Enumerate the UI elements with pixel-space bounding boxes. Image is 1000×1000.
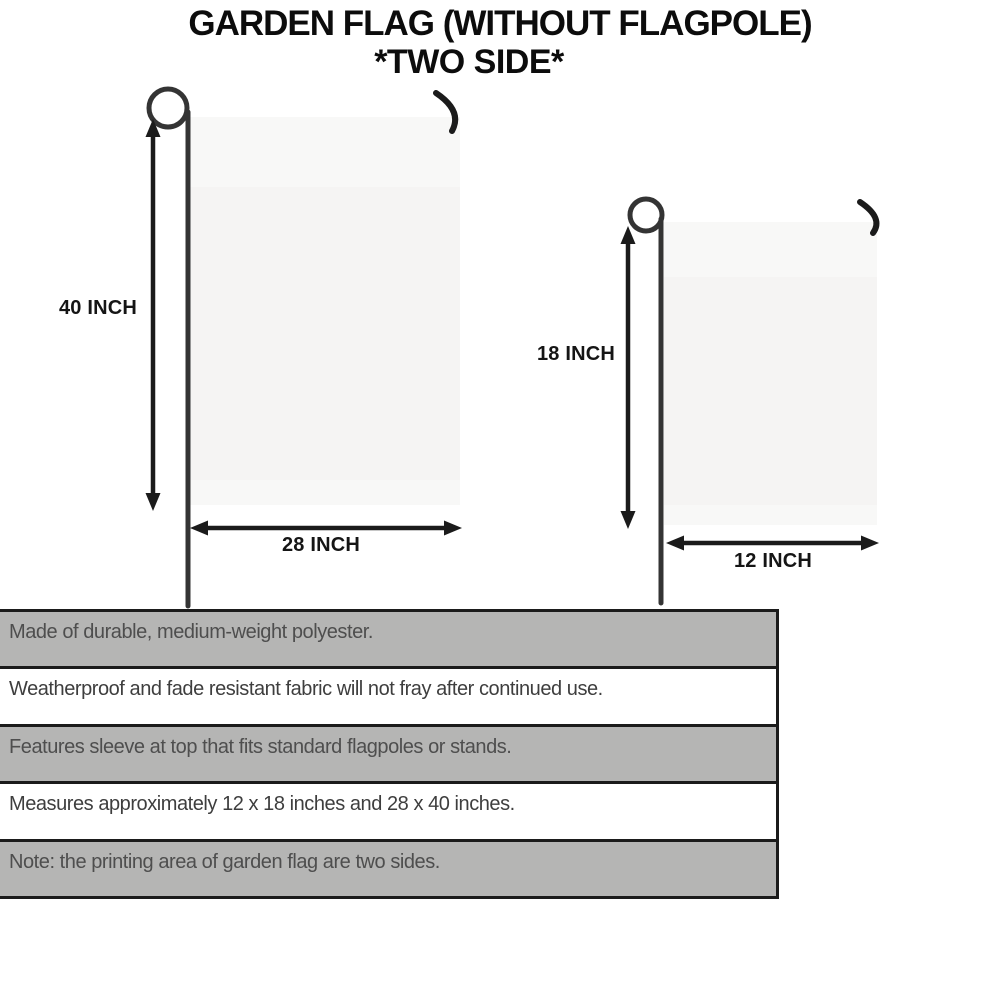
feature-text: Weatherproof and fade resistant fabric will not fray after continued use.	[9, 678, 603, 701]
feature-text: Note: the printing area of garden flag are two sides.	[9, 850, 440, 873]
feature-text: Measures approximately 12 x 18 inches and 28 x 40 inches.	[9, 793, 515, 816]
feature-row	[0, 784, 776, 841]
feature-row	[0, 727, 776, 784]
feature-list	[0, 609, 779, 899]
small-flag-pole	[630, 199, 662, 603]
large-flag-sleeve	[190, 117, 460, 187]
small-flag-width-label: 12 INCH	[733, 550, 813, 572]
large-pole-loop	[149, 89, 187, 127]
feature-text: Made of durable, medium-weight polyester.	[9, 621, 373, 643]
large-flag	[190, 117, 460, 505]
small-flag-hem	[664, 505, 877, 525]
page-title-line2: *TWO SIDE*	[374, 43, 564, 81]
small-flag-sleeve	[664, 222, 877, 277]
small-pole-loop	[630, 199, 662, 231]
large-flag-hem	[190, 480, 460, 505]
page-title-line1: GARDEN FLAG (WITHOUT FLAGPOLE)	[188, 4, 812, 43]
feature-row	[0, 612, 776, 669]
large-flag-height-label: 40 INCH	[58, 297, 138, 319]
feature-row	[0, 669, 776, 726]
feature-row	[0, 842, 776, 896]
feature-text: Features sleeve at top that fits standard flagpoles or stands.	[9, 735, 512, 758]
small-flag-height-arrow	[621, 226, 636, 529]
large-flag-width-label: 28 INCH	[281, 534, 361, 556]
small-flag-height-label: 18 INCH	[536, 343, 616, 365]
small-flag-width-arrow	[666, 536, 879, 551]
small-flag	[664, 222, 877, 525]
